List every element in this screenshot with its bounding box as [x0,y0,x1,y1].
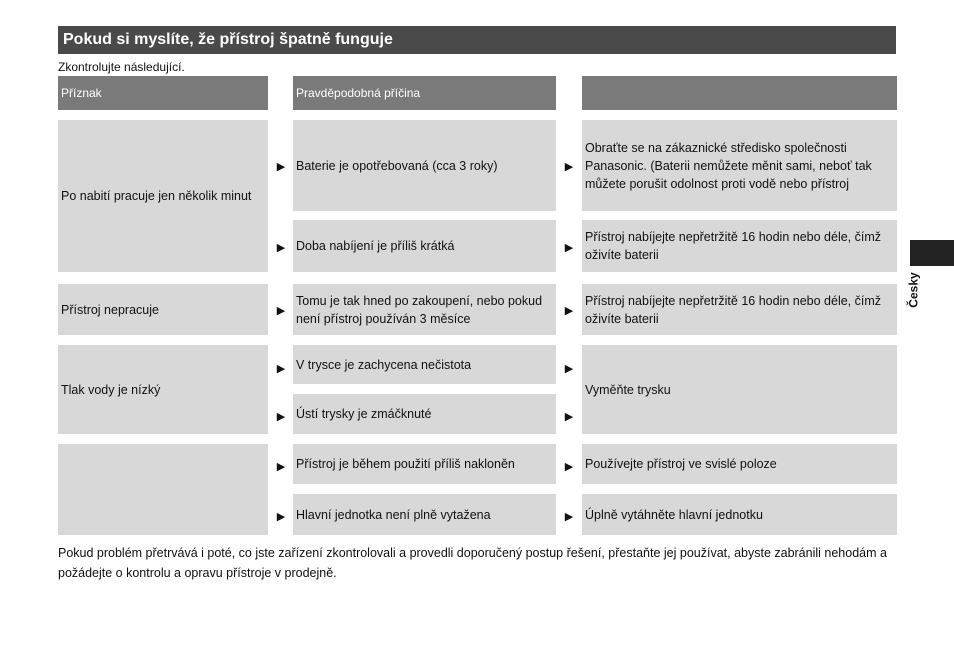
symptom-cell [58,120,268,272]
action-cell [582,494,897,535]
arrow-icon: ▶ [564,511,574,523]
symptom-cell [58,345,268,434]
cause-cell [293,220,556,272]
cause-cell [293,394,556,434]
arrow-icon: ▶ [276,242,286,254]
action-text: Přístroj nabíjejte nepřetržitě 16 hodin nebo déle, čímž oživíte baterii [585,230,882,262]
header-symptom: Příznak [58,76,268,110]
footer-note: Pokud problém přetrvává i poté, co jste zařízení zkontrolovali a provedli doporučený postup řešení, přestaňte jej používat, abyste zabránili nehodám a požádejte o kontrolu a opravu přístroje v prodejně. [58,546,887,580]
arrow-icon: ▶ [564,242,574,254]
arrow-icon: ▶ [564,161,574,173]
arrow-icon: ▶ [564,411,574,423]
arrow-icon: ▶ [564,363,574,375]
arrow-icon: ▶ [276,461,286,473]
action-cell [582,120,897,211]
cause-text: Ústí trysky je zmáčknuté [296,407,432,421]
symptom-cell [58,284,268,335]
cause-cell [293,345,556,384]
header-action [582,76,897,110]
language-label [902,268,926,312]
header-cause: Pravděpodobná příčina [293,76,556,110]
intro-text: Zkontrolujte následující. [58,60,185,74]
action-cell [582,345,897,434]
cause-text: Hlavní jednotka není plně vytažena [296,507,491,522]
symptom-cell [58,444,268,535]
language-tab [910,240,954,266]
arrow-icon: ▶ [276,411,286,423]
action-text: Úplně vytáhněte hlavní jednotku [585,507,763,522]
cause-cell [293,120,556,211]
cause-cell [293,494,556,535]
action-text: Vyměňte trysku [585,382,671,397]
arrow-icon: ▶ [564,305,574,317]
page-title: Pokud si myslíte, že přístroj špatně funguje [58,26,896,54]
arrow-icon: ▶ [276,363,286,375]
action-cell [582,284,897,335]
cause-cell [293,444,556,484]
action-text: Přístroj nabíjejte nepřetržitě 16 hodin nebo déle, čímž oživíte baterii [585,293,882,326]
cause-cell [293,284,556,335]
cause-text: Přístroj je během použití příliš nakloněn [296,457,515,471]
arrow-icon: ▶ [276,511,286,523]
arrow-icon: ▶ [276,161,286,173]
action-cell [582,220,897,272]
symptom-text: Tlak vody je nízký [61,382,161,397]
language-label-text: Česky [907,272,921,308]
arrow-icon: ▶ [276,305,286,317]
cause-text: Baterie je opotřebovaná (cca 3 roky) [296,158,498,173]
cause-text: V trysce je zachycena nečistota [296,357,472,372]
cause-text: Doba nabíjení je příliš krátká [296,239,455,253]
cause-text: Tomu je tak hned po zakoupení, nebo pokud není přístroj používán 3 měsíce [296,293,543,326]
action-text: Používejte přístroj ve svislé poloze [585,457,777,471]
arrow-icon: ▶ [564,461,574,473]
symptom-text: Přístroj nepracuje [61,302,159,317]
action-text: Obraťte se na zákaznické středisko společnosti Panasonic. (Baterii nemůžete měnit sami, neboť tak můžete porušit odolnost proti vodě nebo přístroj [585,140,872,191]
symptom-text: Po nabití pracuje jen několik minut [61,189,252,203]
action-cell [582,444,897,484]
